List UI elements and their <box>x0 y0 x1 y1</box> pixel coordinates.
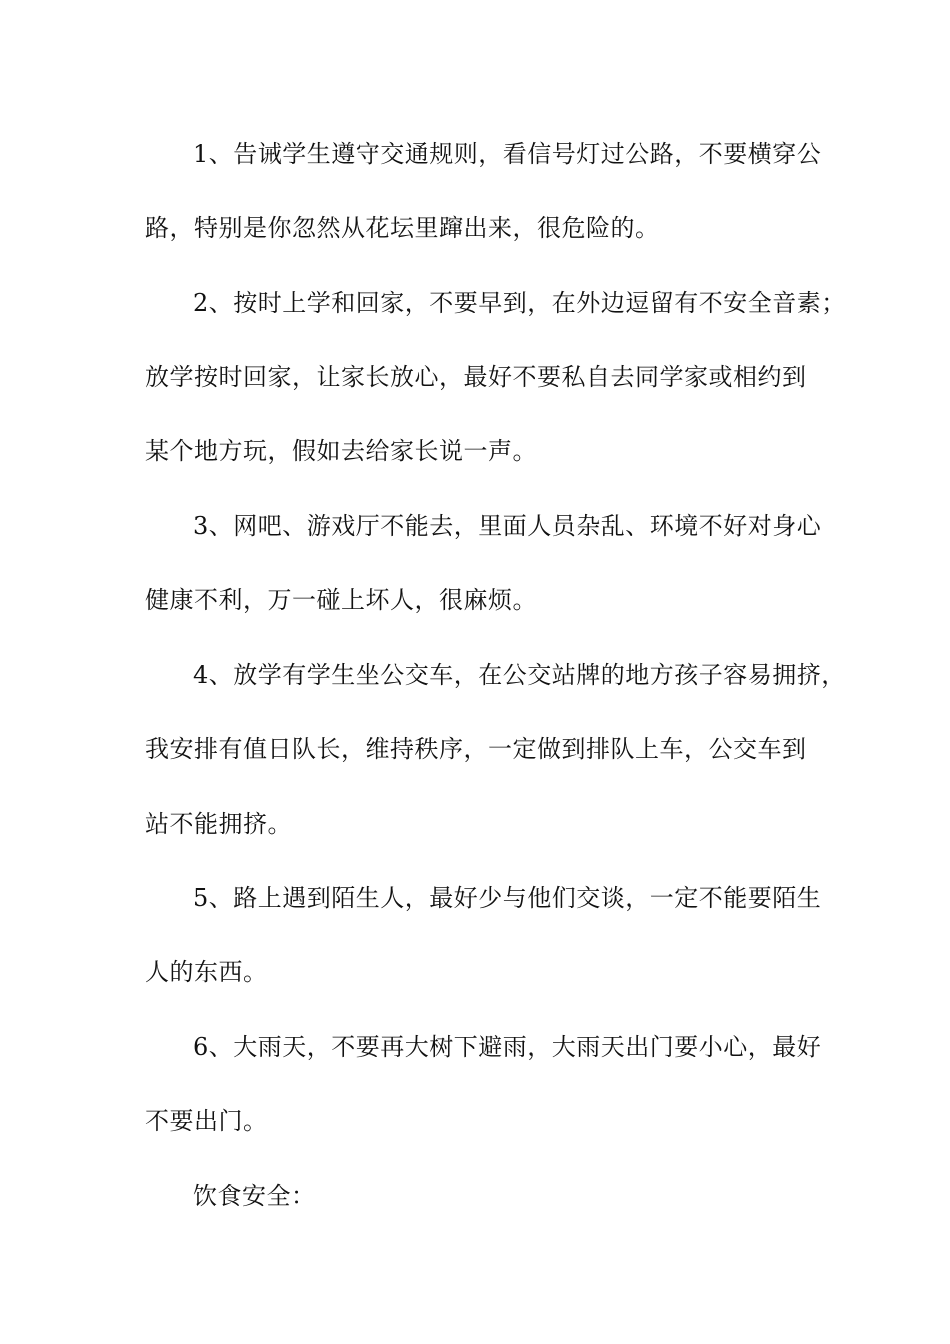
paragraph-3-line-2: 健康不利，万一碰上坏人，很麻烦。 <box>145 586 537 614</box>
paragraph-2-line-3: 某个地方玩，假如去给家长说一声。 <box>145 437 537 465</box>
paragraph-6-line-1: 6、大雨天，不要再大树下避雨，大雨天出门要小心，最好 <box>193 1033 822 1061</box>
paragraph-5-line-1: 5、路上遇到陌生人，最好少与他们交谈，一定不能要陌生 <box>193 884 822 912</box>
paragraph-1-line-2: 路，特别是你忽然从花坛里蹿出来，很危险的。 <box>145 214 660 242</box>
paragraph-4-line-2: 我安排有值日队长，维持秩序，一定做到排队上车，公交车到 <box>145 735 807 763</box>
paragraph-5-line-2: 人的东西。 <box>145 958 268 986</box>
paragraph-4-line-1: 4、放学有学生坐公交车，在公交站牌的地方孩子容易拥挤， <box>193 661 846 689</box>
paragraph-1-line-1: 1、告诫学生遵守交通规则，看信号灯过公路，不要横穿公 <box>193 140 822 168</box>
paragraph-4-line-3: 站不能拥挤。 <box>145 810 292 838</box>
paragraph-2-line-1: 2、按时上学和回家，不要早到，在外边逗留有不安全音素； <box>193 289 846 317</box>
paragraph-2-line-2: 放学按时回家，让家长放心，最好不要私自去同学家或相约到 <box>145 363 807 391</box>
paragraph-3-line-1: 3、网吧、游戏厅不能去，里面人员杂乱、环境不好对身心 <box>193 512 822 540</box>
section-heading-food-safety: 饮食安全： <box>193 1182 316 1210</box>
paragraph-6-line-2: 不要出门。 <box>145 1107 268 1135</box>
